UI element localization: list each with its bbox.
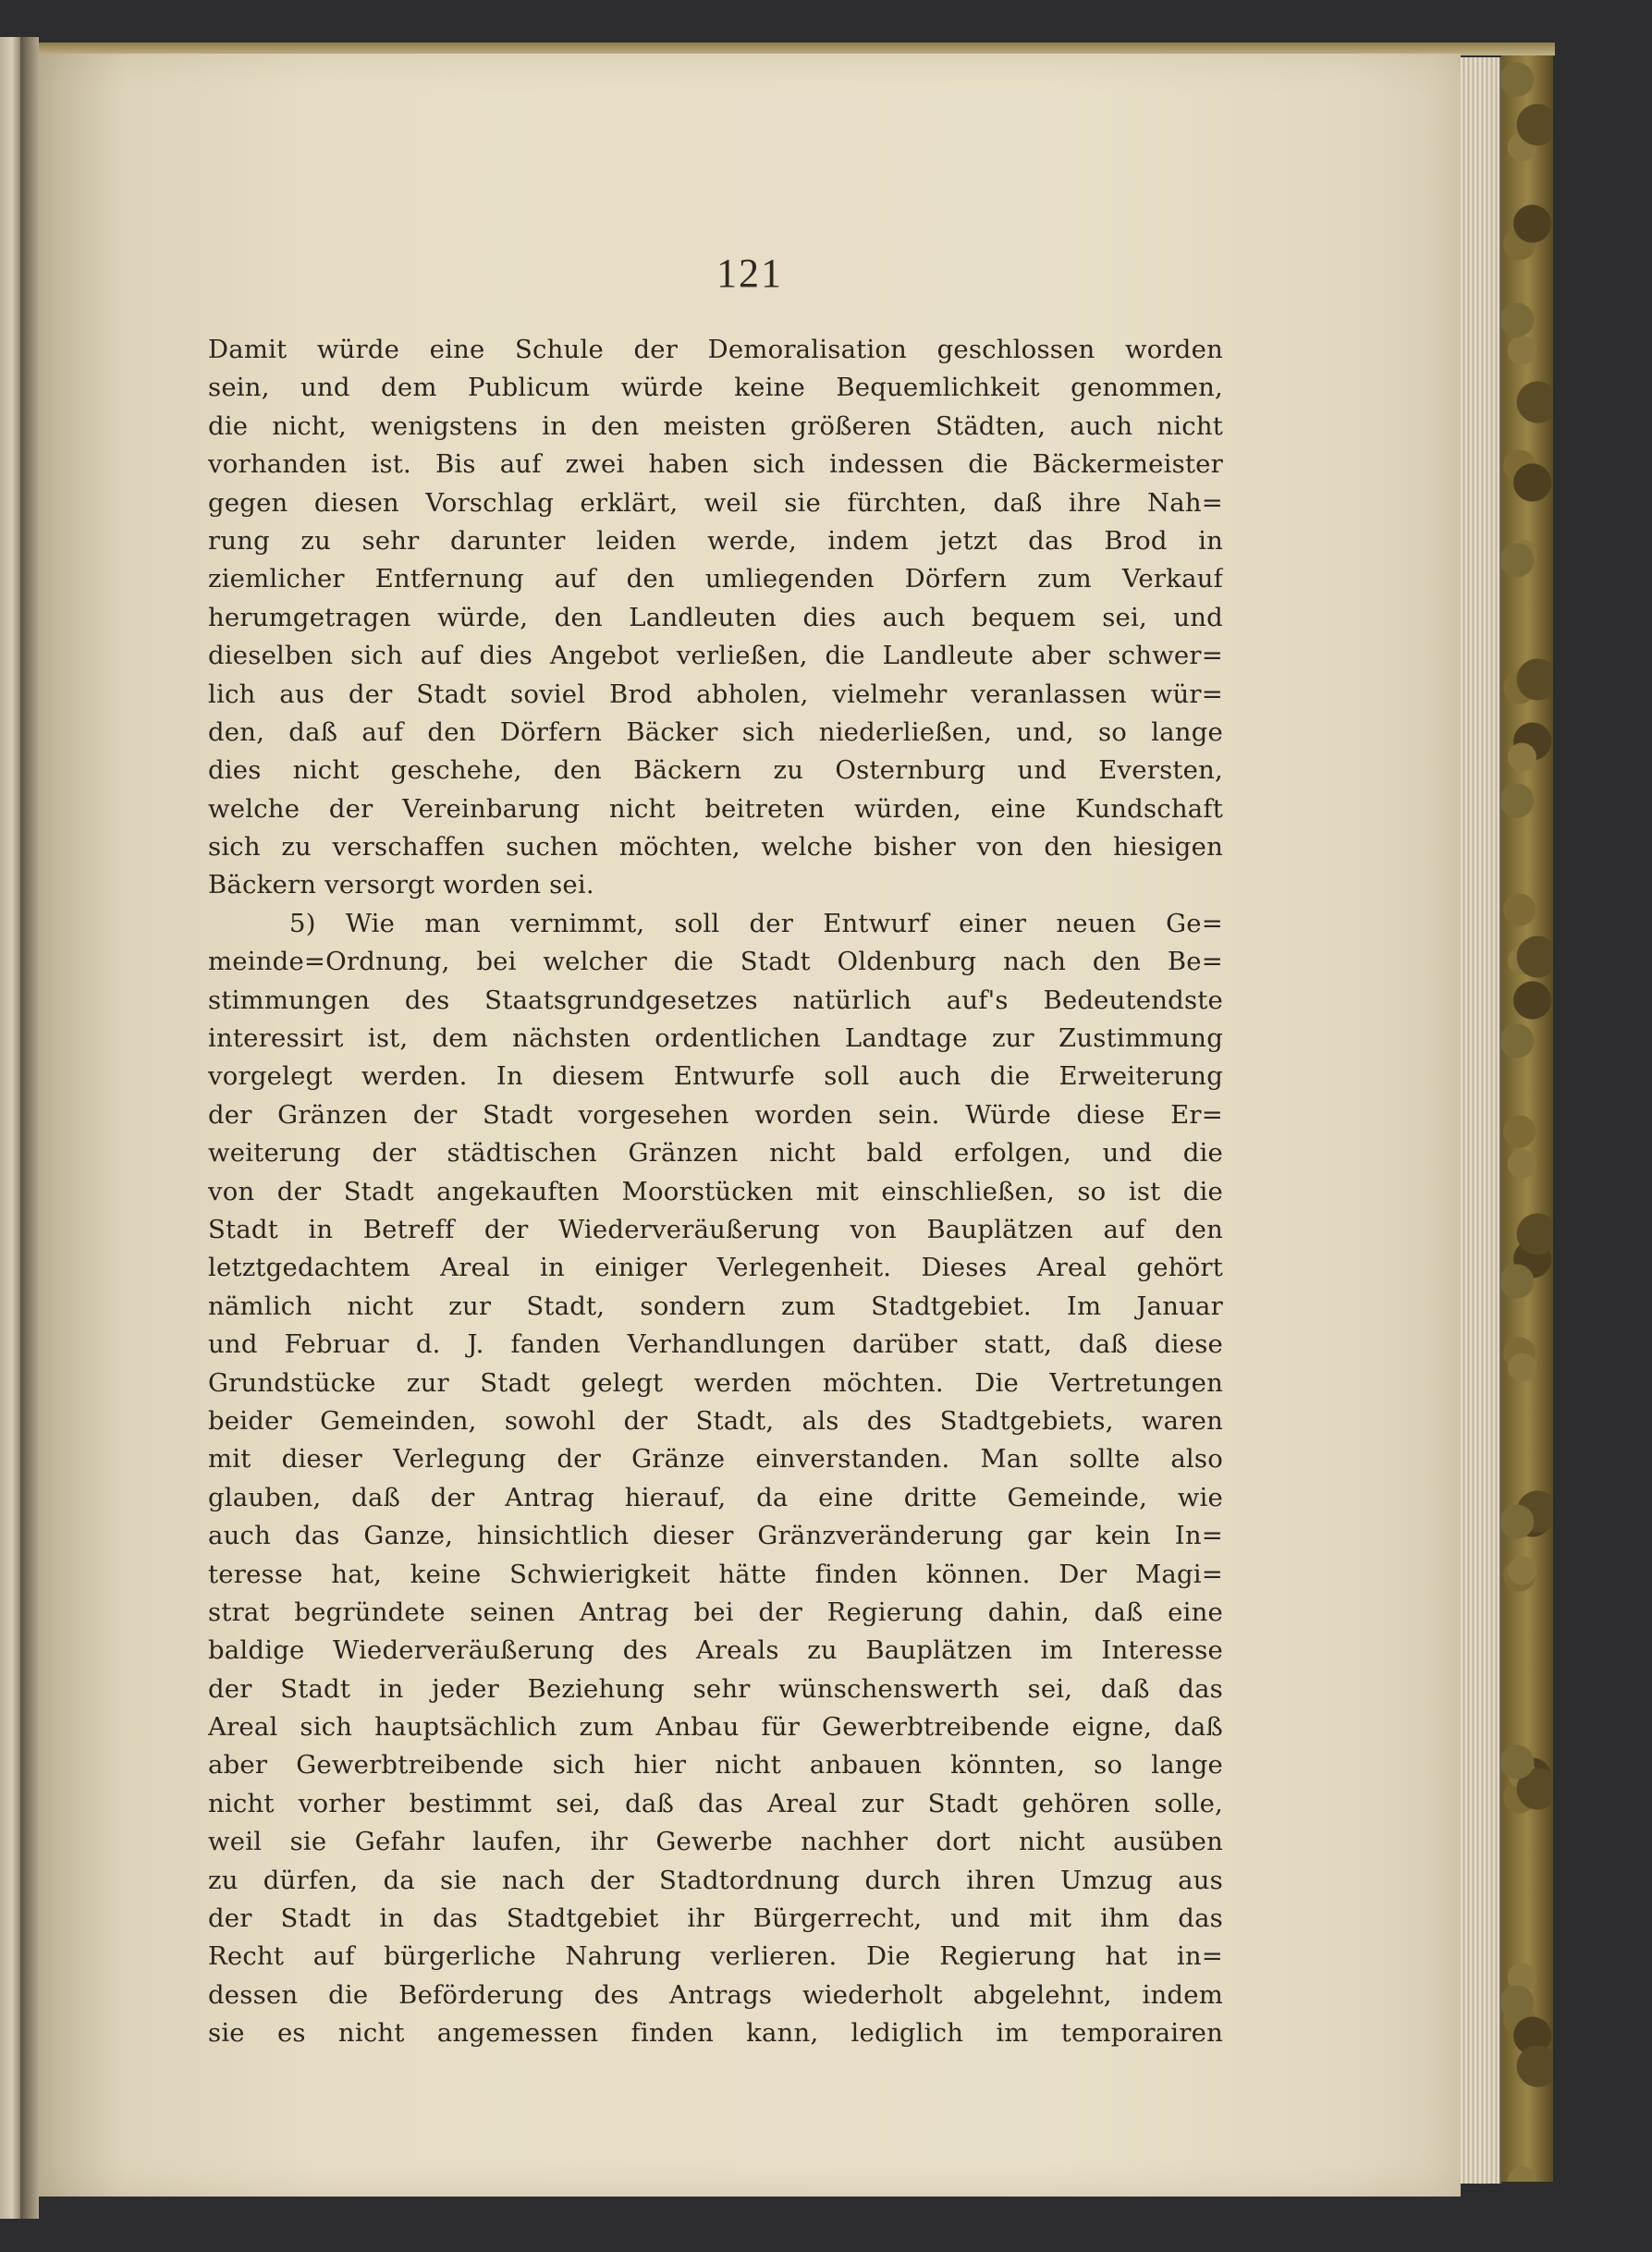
- text-line: sein, und dem Publicum würde keine Bequemlichkeit genommen,: [208, 373, 1223, 403]
- text-line: welche der Vereinbarung nicht beitreten würden, eine Kundschaft: [208, 793, 1223, 824]
- body-text: [208, 331, 1223, 2053]
- text-line: teresse hat, keine Schwierigkeit hätte finden können. Der Magi=: [208, 1559, 1223, 1589]
- facing-page-edge: [0, 37, 20, 2219]
- text-line: nicht vorher bestimmt sei, daß das Areal zur Stadt gehören solle,: [208, 1788, 1223, 1818]
- text-line: der Stadt in das Stadtgebiet ihr Bürgerrecht, und mit ihm das: [208, 1903, 1223, 1934]
- page-number: 121: [716, 251, 783, 296]
- text-line: aber Gewerbtreibende sich hier nicht anbauen könnten, so lange: [208, 1750, 1223, 1781]
- text-line: gegen diesen Vorschlag erklärt, weil sie fürchten, daß ihre Nah=: [208, 487, 1223, 518]
- text-line: der Stadt in jeder Beziehung sehr wünschenswerth sei, daß das: [208, 1673, 1223, 1704]
- text-line: letztgedachtem Areal in einiger Verlegenheit. Dieses Areal gehört: [208, 1253, 1223, 1283]
- text-line: von der Stadt angekauften Moorstücken mit einschließen, so ist die: [208, 1176, 1223, 1206]
- text-line: glauben, daß der Antrag hierauf, da eine dritte Gemeinde, wie: [208, 1482, 1223, 1512]
- text-line: beider Gemeinden, sowohl der Stadt, als des Stadtgebiets, waren: [208, 1405, 1223, 1436]
- text-line: weil sie Gefahr laufen, ihr Gewerbe nachher dort nicht ausüben: [208, 1827, 1223, 1857]
- text-line: zu dürfen, da sie nach der Stadtordnung durch ihren Umzug aus: [208, 1865, 1223, 1895]
- text-line: lich aus der Stadt soviel Brod abholen, vielmehr veranlassen wür=: [208, 679, 1223, 709]
- text-line: nämlich nicht zur Stadt, sondern zum Stadtgebiet. Im Januar: [208, 1291, 1223, 1321]
- text-line: vorgelegt werden. In diesem Entwurfe soll auch die Erweiterung: [208, 1061, 1223, 1092]
- text-line: rung zu sehr darunter leiden werde, indem jetzt das Brod in: [208, 525, 1223, 556]
- text-line: sie es nicht angemessen finden kann, lediglich im temporairen: [208, 2018, 1223, 2049]
- text-line: vorhanden ist. Bis auf zwei haben sich indessen die Bäckermeister: [208, 449, 1223, 480]
- text-line: dessen die Beförderung des Antrags wiederholt abgelehnt, indem: [208, 1979, 1223, 2010]
- stacked-page-edges: [1461, 57, 1501, 2184]
- text-line: Damit würde eine Schule der Demoralisation geschlossen worden: [208, 335, 1223, 364]
- text-line: auch das Ganze, hinsichtlich dieser Gränzveränderung gar kein In=: [208, 1521, 1223, 1551]
- text-line: dies nicht geschehe, den Bäckern zu Osternburg und Eversten,: [208, 755, 1223, 786]
- text-line: Areal sich hauptsächlich zum Anbau für Gewerbtreibende eigne, daß: [208, 1712, 1223, 1743]
- book-gutter: [20, 37, 39, 2219]
- text-line: meinde=Ordnung, bei welcher die Stadt Oldenburg nach den Be=: [208, 947, 1223, 977]
- text-line: der Gränzen der Stadt vorgesehen worden sein. Würde diese Er=: [208, 1099, 1223, 1130]
- text-line: sich zu verschaffen suchen möchten, welche bisher von den hiesigen: [208, 832, 1223, 863]
- text-line: baldige Wiederveräußerung des Areals zu Bauplätzen im Interesse: [208, 1635, 1223, 1666]
- book-page: [39, 54, 1461, 2197]
- text-line: herumgetragen würde, den Landleuten dies auch bequem sei, und: [208, 602, 1223, 632]
- text-line: Grundstücke zur Stadt gelegt werden möchten. Die Vertretungen: [208, 1367, 1223, 1398]
- text-line: die nicht, wenigstens in den meisten größeren Städten, auch nicht: [208, 410, 1223, 441]
- text-line: Stadt in Betreff der Wiederveräußerung von Bauplätzen auf den: [208, 1214, 1223, 1244]
- text-line: und Februar d. J. fanden Verhandlungen darüber statt, daß diese: [208, 1329, 1223, 1360]
- text-line: strat begründete seinen Antrag bei der Regierung dahin, daß eine: [208, 1597, 1223, 1627]
- text-line: den, daß auf den Dörfern Bäcker sich niederließen, und, so lange: [208, 716, 1223, 747]
- text-line: mit dieser Verlegung der Gränze einverstanden. Man sollte also: [208, 1444, 1223, 1475]
- text-line: Bäckern versorgt worden sei.: [208, 870, 594, 900]
- text-line: weiterung der städtischen Gränzen nicht bald erfolgen, und die: [208, 1138, 1223, 1169]
- text-line: interessirt ist, dem nächsten ordentlichen Landtage zur Zustimmung: [208, 1023, 1223, 1054]
- text-line: ziemlicher Entfernung auf den umliegenden Dörfern zum Verkauf: [208, 564, 1223, 594]
- text-line: dieselben sich auf dies Angebot verließen, die Landleute aber schwer=: [208, 641, 1223, 671]
- marbled-cover: [1501, 55, 1553, 2182]
- text-line: 5) Wie man vernimmt, soll der Entwurf einer neuen Ge=: [289, 908, 1223, 938]
- text-line: stimmungen des Staatsgrundgesetzes natürlich auf's Bedeutendste: [208, 985, 1223, 1015]
- text-line: Recht auf bürgerliche Nahrung verlieren. Die Regierung hat in=: [208, 1941, 1223, 1972]
